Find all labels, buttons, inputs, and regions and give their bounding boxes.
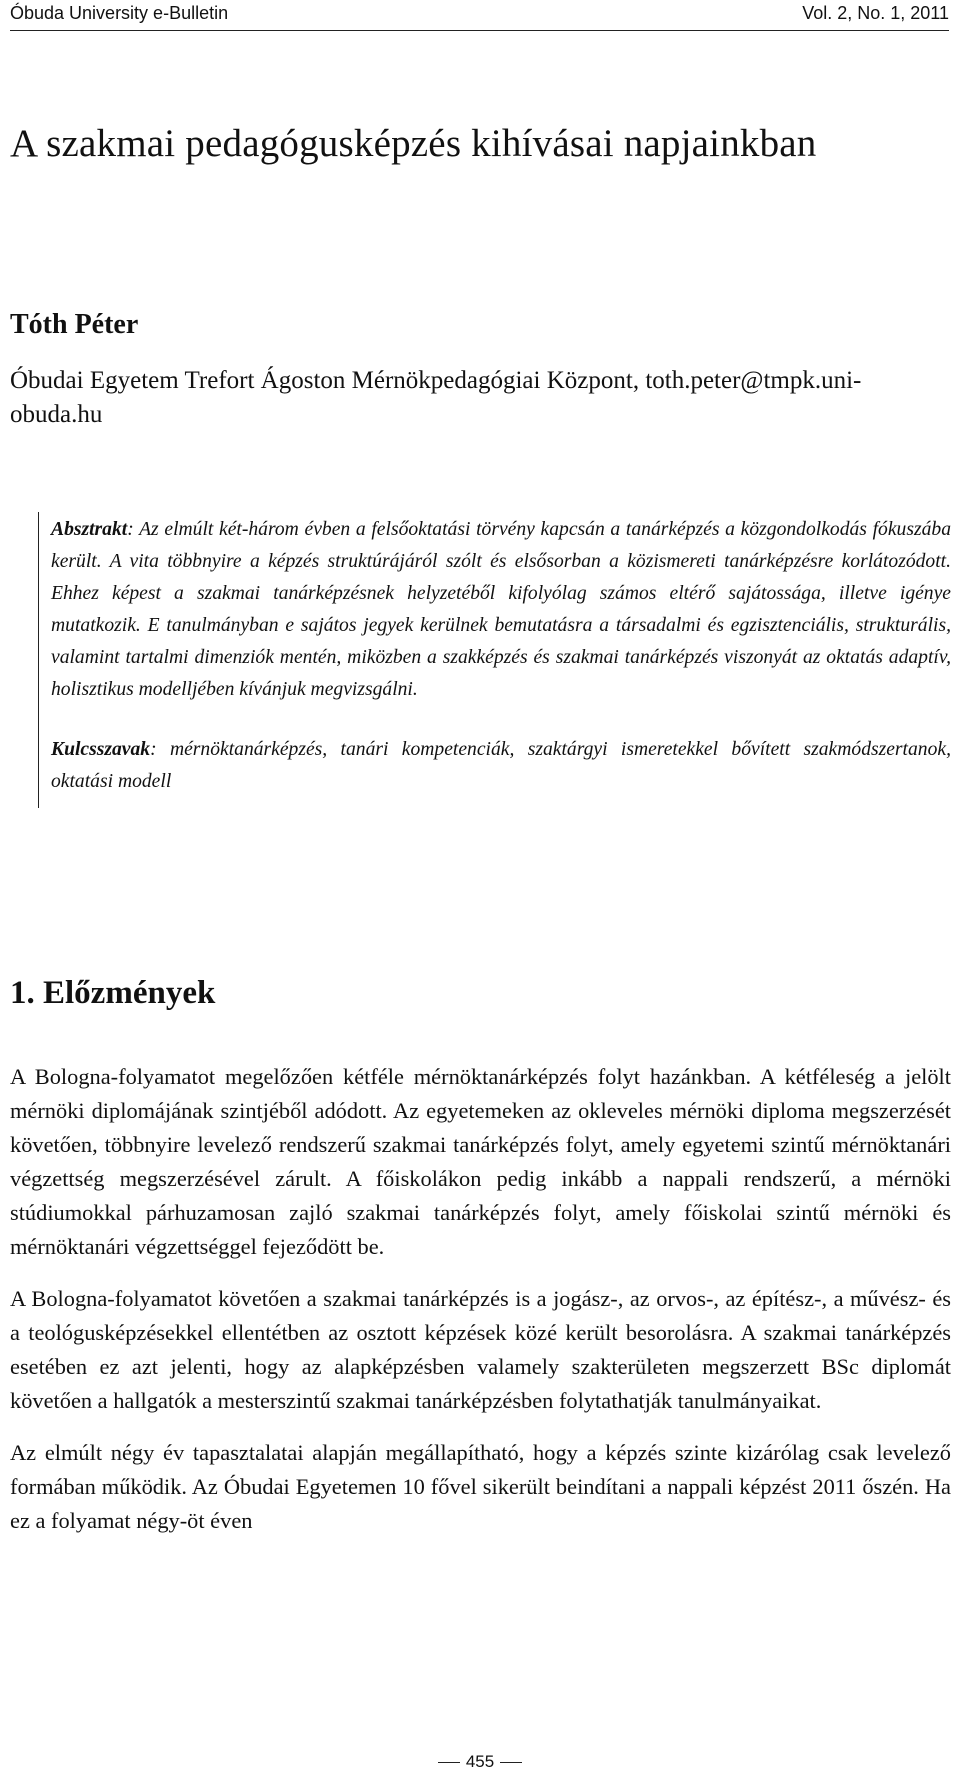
author-affiliation: Óbudai Egyetem Trefort Ágoston Mérnökpedagógiai Központ, toth.peter@tmpk.uni-obuda.hu [10, 367, 862, 428]
body-paragraph: Az elmúlt négy év tapasztalatai alapján megállapítható, hogy a képzés szinte kizárólag csak levelező formában működik. Az Óbudai Egyetemen 10 fővel sikerült beindítani a nappali képzést 2011 őszén. Ha ez a folyamat négy-öt éven [10, 1440, 951, 1533]
section-heading: 1. Előzmények [10, 975, 216, 1011]
page-number [0, 1752, 960, 1772]
page-number-value: 455 [465, 1752, 495, 1771]
keywords-label: Kulcsszavak [51, 739, 151, 760]
body-paragraph: A Bologna-folyamatot követően a szakmai tanárképzés is a jogász-, az orvos-, az építész-, a művész- és a teológusképzésekkel ellentétben az osztott képzések közé került besorolásra. A szakmai tanárképzés esetében ez azt jelenti, hogy az alapképzésben valamely szakterületen megszerzett BSc diplomát követően a hallgatók a mesterszintű szakmai tanárképzésben folytathatják tanulmányaikat. [10, 1286, 951, 1413]
abstract-label: Absztrakt [51, 519, 128, 540]
author-name: Tóth Péter [10, 309, 139, 340]
body-paragraph: A Bologna-folyamatot megelőzően kétféle mérnöktanárképzés folyt hazánkban. A kétféleség a jelölt mérnöki diplomájának szintjéből adódott. Az egyetemeken az okleveles mérnöki diploma megszerzését követően, többnyire levelező rendszerű szakmai tanárképzés folyt, amely egyetemi szintű mérnöktanári végzettség megszerzésével zárult. A főiskolákon pedig inkább a nappali rendszerű, a mérnöki stúdiumokkal párhuzamosan zajló szakmai tanárképzés folyt, amely főiskolai szintű mérnöki és mérnöktanári végzettséggel fejeződött be. [10, 1064, 951, 1259]
keywords-text: : mérnöktanárképzés, tanári kompetenciák, szaktárgyi ismeretekkel bővített szakmódszertanok, oktatási modell [51, 739, 951, 792]
page-number-dash-right [500, 1762, 522, 1763]
volume-info: Vol. 2, No. 1, 2011 [802, 3, 949, 23]
running-header [10, 0, 949, 31]
page-number-dash-left [438, 1762, 460, 1763]
section-body [10, 1060, 951, 1556]
keywords-paragraph [51, 734, 951, 798]
article-title: A szakmai pedagógusképzés kihívásai napjainkban [10, 122, 817, 165]
abstract-paragraph [51, 514, 951, 706]
journal-name: Óbuda University e-Bulletin [10, 3, 229, 23]
abstract-text: : Az elmúlt két-három évben a felsőoktatási törvény kapcsán a tanárképzés a közgondolkodás fókuszába került. A vita többnyire a képzés struktúrájáról szólt és elsősorban a közismereti tanárképzésre korlátozódott. Ehhez képest a szakmai tanárképzésnek helyzetéből kifolyólag számos eltérő sajátossága, illetve igénye mutatkozik. E tanulmányban e sajátos jegyek kerülnek bemutatásra a társadalmi és egzisztenciális, strukturális, valamint tartalmi dimenziók mentén, miközben a szakképzés és szakmai tanárképzés viszonyát az oktatás adaptív, holisztikus modelljében kívánjuk megvizsgálni. [51, 519, 951, 700]
abstract-block [38, 512, 951, 808]
